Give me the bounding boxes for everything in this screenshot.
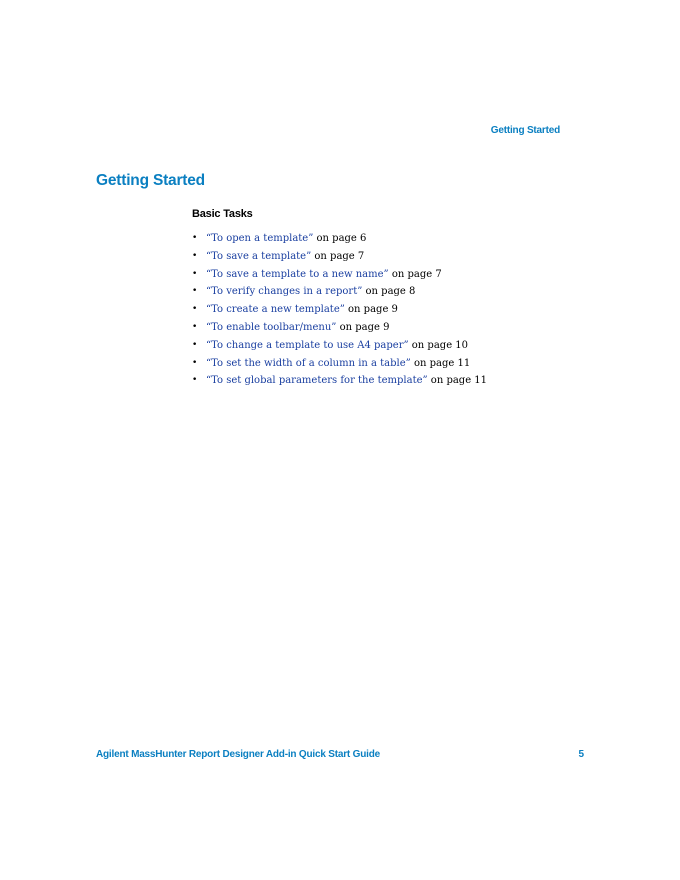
bullet-icon: • xyxy=(192,304,198,315)
page-reference: on page 8 xyxy=(362,286,416,298)
list-item xyxy=(192,231,487,249)
list-item xyxy=(192,320,487,338)
task-link-open-template[interactable]: “To open a template” xyxy=(206,233,314,244)
task-link-a4-paper[interactable]: “To change a template to use A4 paper” xyxy=(206,339,409,351)
page-title: Getting Started xyxy=(96,172,205,189)
page-reference: on page 7 xyxy=(311,250,365,262)
bullet-icon: • xyxy=(192,375,198,386)
task-link-save-template-new-name[interactable]: “To save a template to a new name” xyxy=(206,268,389,280)
page-number: 5 xyxy=(578,749,584,760)
page-reference: on page 11 xyxy=(410,357,471,369)
list-item xyxy=(192,356,487,374)
list-item xyxy=(192,302,487,320)
footer-guide-title: Agilent MassHunter Report Designer Add-in Quick Start Guide xyxy=(96,749,380,760)
task-link-save-template[interactable]: “To save a template” xyxy=(206,250,312,262)
list-item xyxy=(192,373,487,391)
list-item xyxy=(192,284,487,302)
running-header: Getting Started xyxy=(490,125,560,136)
task-link-verify-changes[interactable]: “To verify changes in a report” xyxy=(206,286,363,298)
page-reference: on page 7 xyxy=(388,268,442,280)
list-item xyxy=(192,267,487,285)
section-heading: Basic Tasks xyxy=(192,208,253,220)
task-link-enable-toolbar[interactable]: “To enable toolbar/menu” xyxy=(206,321,337,333)
page-reference: on page 10 xyxy=(408,339,469,351)
page-reference: on page 6 xyxy=(313,233,367,244)
bullet-icon: • xyxy=(192,357,198,368)
list-item xyxy=(192,249,487,267)
bullet-icon: • xyxy=(192,250,198,261)
bullet-icon: • xyxy=(192,321,198,332)
task-link-create-template[interactable]: “To create a new template” xyxy=(206,304,345,316)
page-reference: on page 9 xyxy=(336,321,390,333)
bullet-icon: • xyxy=(192,233,198,243)
bullet-icon: • xyxy=(192,286,198,297)
task-link-global-parameters[interactable]: “To set global parameters for the template” xyxy=(206,375,428,387)
page-reference: on page 11 xyxy=(427,375,488,387)
task-list xyxy=(192,231,487,391)
bullet-icon: • xyxy=(192,339,198,350)
page-reference: on page 9 xyxy=(344,304,398,316)
bullet-icon: • xyxy=(192,268,198,279)
list-item xyxy=(192,338,487,356)
task-link-column-width[interactable]: “To set the width of a column in a table” xyxy=(206,357,411,369)
